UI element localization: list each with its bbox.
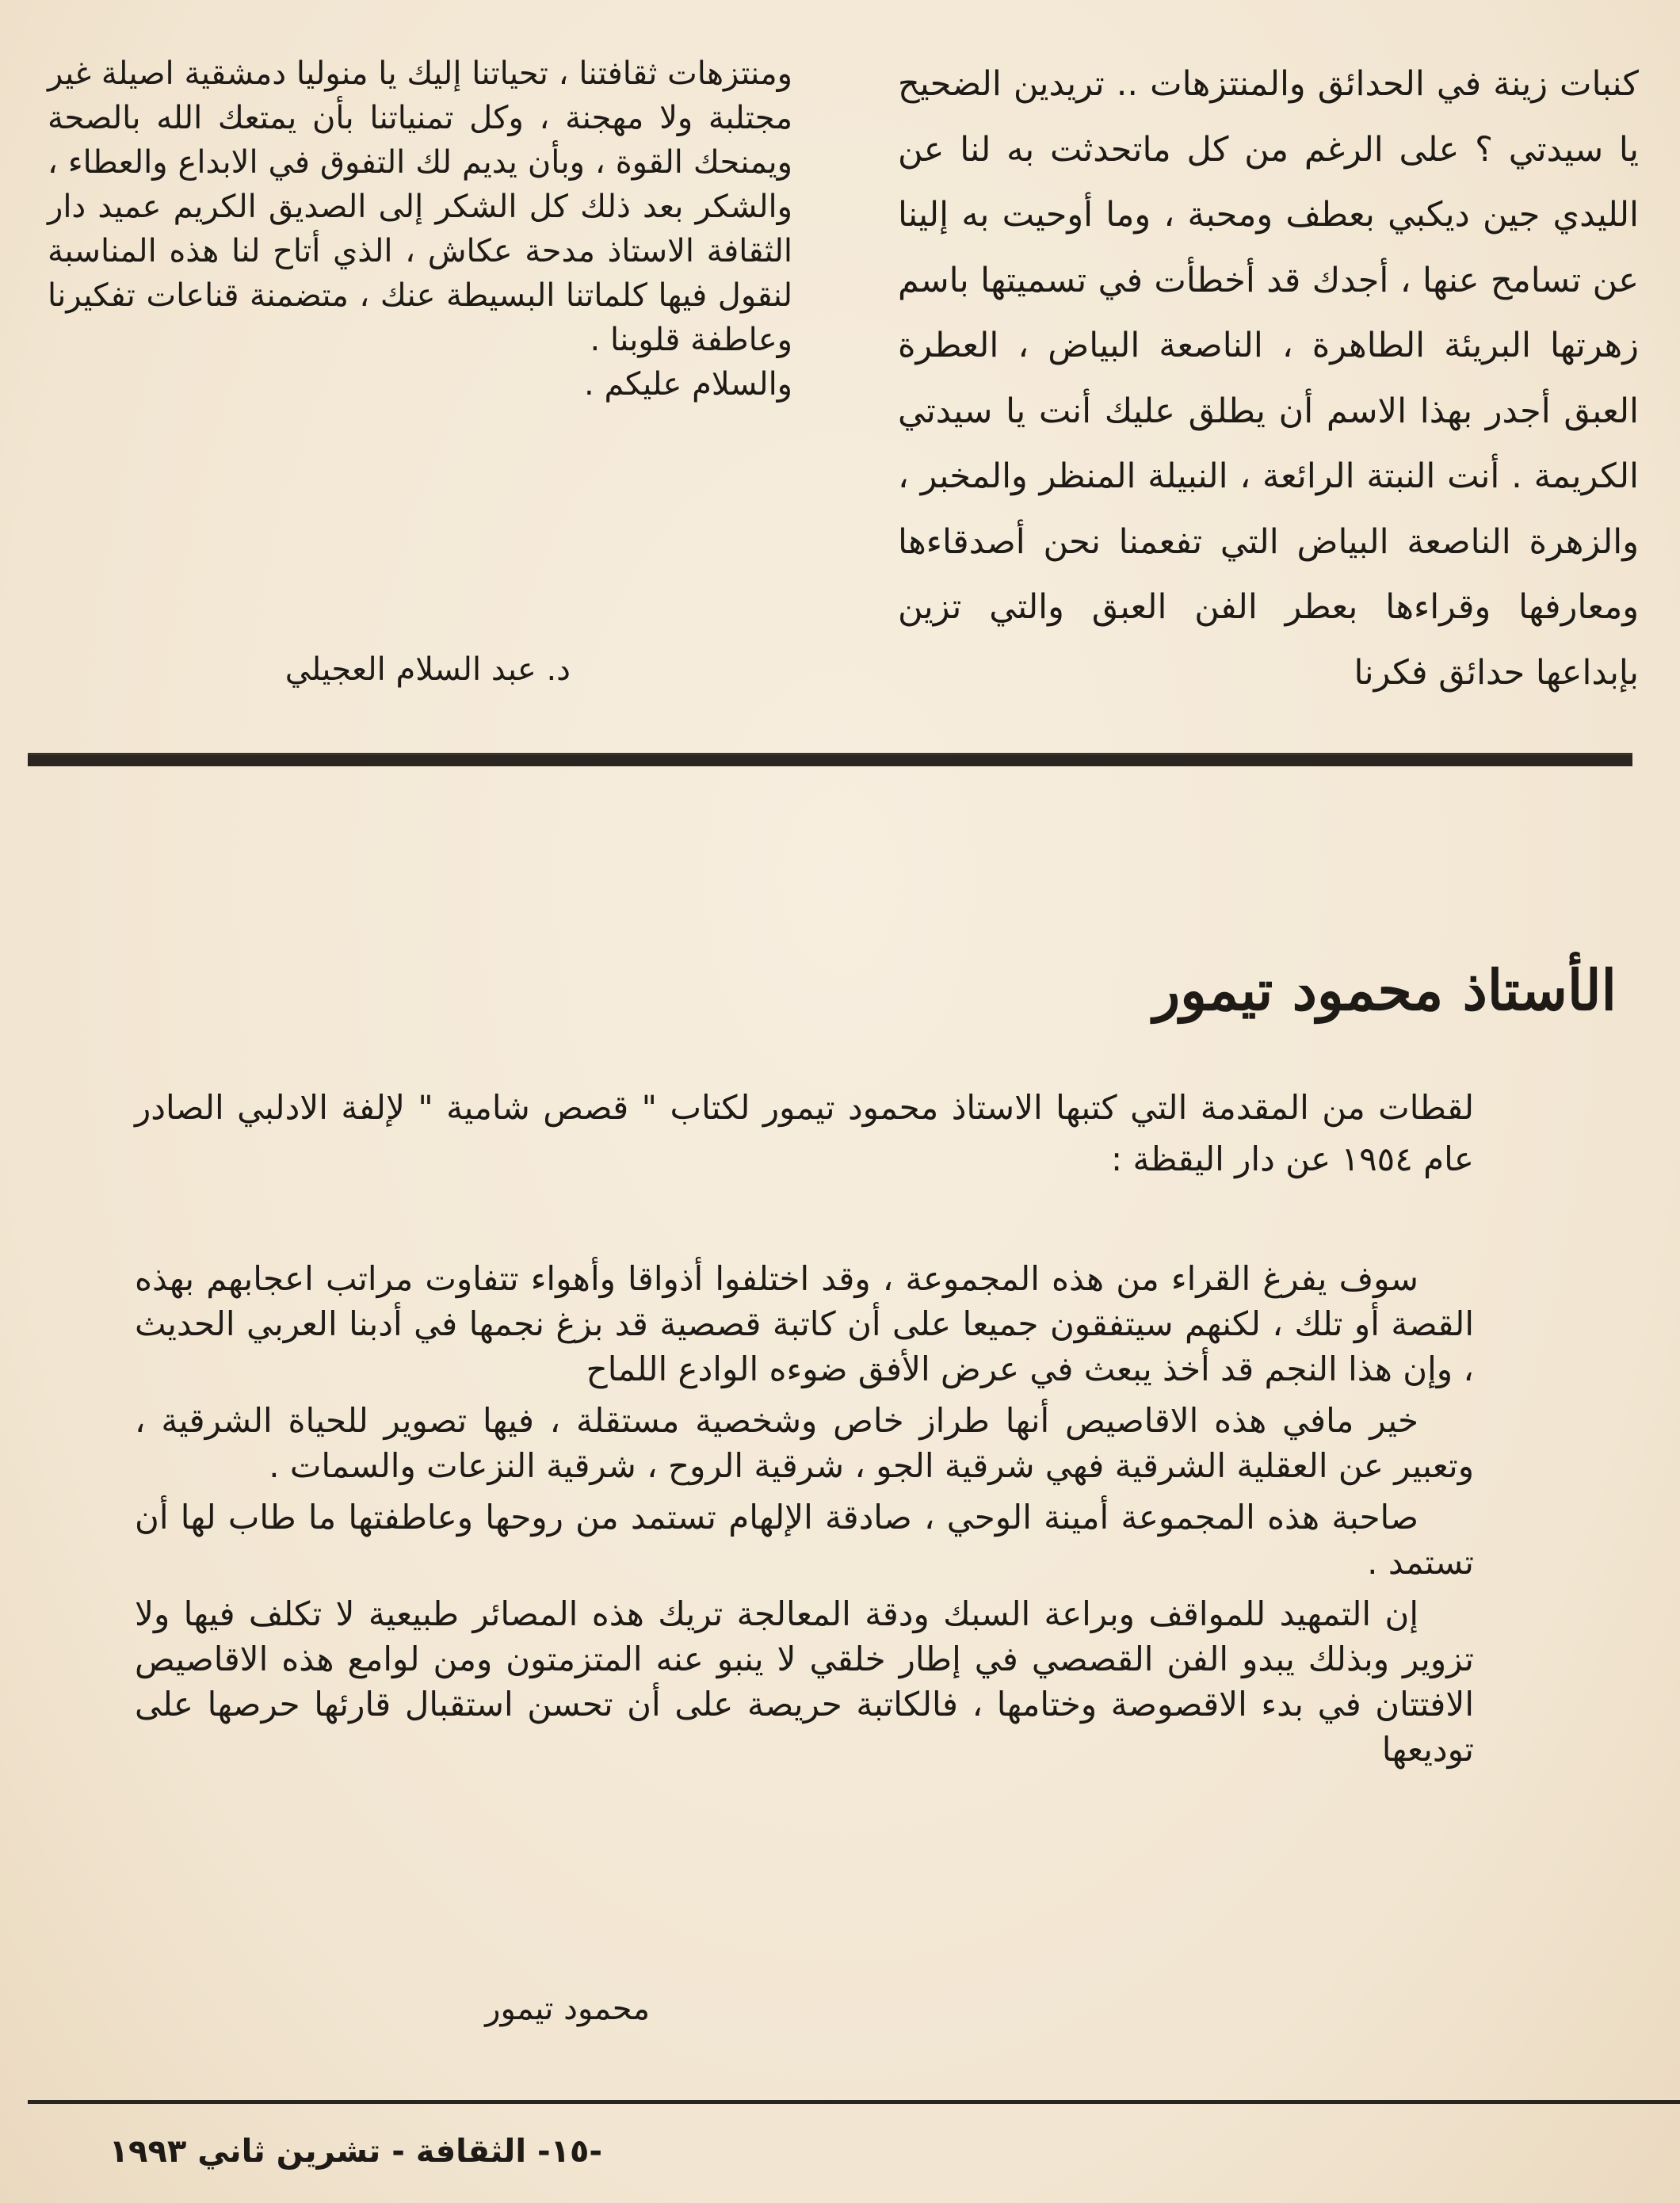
top-left-column bbox=[48, 52, 792, 407]
closing-greeting: والسلام عليكم . bbox=[584, 366, 792, 403]
article-paragraph: سوف يفرغ القراء من هذه المجموعة ، وقد اختلفوا أذواقا وأهواء تتفاوت مراتب اعجابهم بهذه القصة أو تلك ، لكنهم سيتفقون جميعا على أن كاتبة قصصية قد بزغ نجمها في أدبنا العربي الحديث ، وإن هذا النجم قد أخذ يبعث في عرض الأفق ضوءه الوادع اللماح bbox=[135, 1259, 1474, 1388]
top-right-column bbox=[898, 52, 1639, 705]
footer-divider bbox=[28, 2100, 1680, 2104]
article-paragraph: خير مافي هذه الاقاصيص أنها طراز خاص وشخصية مستقلة ، فيها تصوير للحياة الشرقية ، وتعبير عن العقلية الشرقية فهي شرقية الجو ، شرقية الروح ، شرقية النزعات والسمات . bbox=[135, 1401, 1474, 1485]
article-paragraph: صاحبة هذه المجموعة أمينة الوحي ، صادقة الإلهام تستمد من روحها وعاطفتها ما طاب لها أن تستمد . bbox=[135, 1498, 1474, 1582]
article-title: الأستاذ محمود تيمور bbox=[1153, 957, 1617, 1023]
right-column-text: كنبات زينة في الحدائق والمنتزهات .. تريدين الضحيح يا سيدتي ؟ على الرغم من كل ماتحدثت به لنا عن الليدي جين ديكبي بعطف ومحبة ، وما أوحيت به إلينا عن تسامح عنها ، أجدك قد أخطأت في تسميتها باسم زهرتها البريئة الطاهرة ، الناصعة البياض ، العطرة العبق أجدر بهذا الاسم أن يطلق عليك أنت يا سيدتي الكريمة . أنت النبتة الرائعة ، النبيلة المنظر والمخبر ، والزهرة الناصعة البياض التي تفعمنا نحن أصدقاءها ومعارفها وقراءها بعطر الفن العبق والتي تزين بإبداعها حدائق فكرنا bbox=[898, 64, 1639, 693]
left-column-text: ومنتزهات ثقافتنا ، تحياتنا إليك يا منوليا دمشقية اصيلة غير مجتلبة ولا مهجنة ، وكل تمنياتنا بأن يمتعك الله بالصحة ويمنحك القوة ، وبأن يديم لك التفوق في الابداع والعطاء ، والشكر بعد ذلك كل الشكر إلى الصديق الكريم عميد دار الثقافة الاستاذ مدحة عكاش ، الذي أتاح لنا هذه المناسبة لنقول فيها كلماتنا البسيطة عنك ، متضمنة قناعات تفكيرنا وعاطفة قلوبنا . bbox=[48, 55, 792, 358]
letter-signature: د. عبد السلام العجيلي bbox=[284, 651, 571, 688]
article-body bbox=[135, 1256, 1474, 1778]
article-paragraph: إن التمهيد للمواقف وبراعة السبك ودقة المعالجة تريك هذه المصائر طبيعية لا تكلف فيها ولا تزوير وبذلك يبدو الفن القصصي في إطار خلقي لا ينبو عنه المتزمتون ومن لوامع هذه الاقاصيص الافتتان في بدء الاقصوصة وختامها ، فالكاتبة حريصة على أن تحسن استقبال قارئها حرصها على توديعها bbox=[135, 1594, 1474, 1769]
article-intro: لقطات من المقدمة التي كتبها الاستاذ محمود تيمور لكتاب " قصص شامية " لإلفة الادلبي الصادر عام ١٩٥٤ عن دار اليقظة : bbox=[135, 1088, 1474, 1178]
section-divider bbox=[28, 753, 1632, 766]
article-signature: محمود تيمور bbox=[485, 1991, 650, 2027]
page-footer: -١٥- الثقافة - تشرين ثاني ١٩٩٣ bbox=[109, 2133, 602, 2170]
